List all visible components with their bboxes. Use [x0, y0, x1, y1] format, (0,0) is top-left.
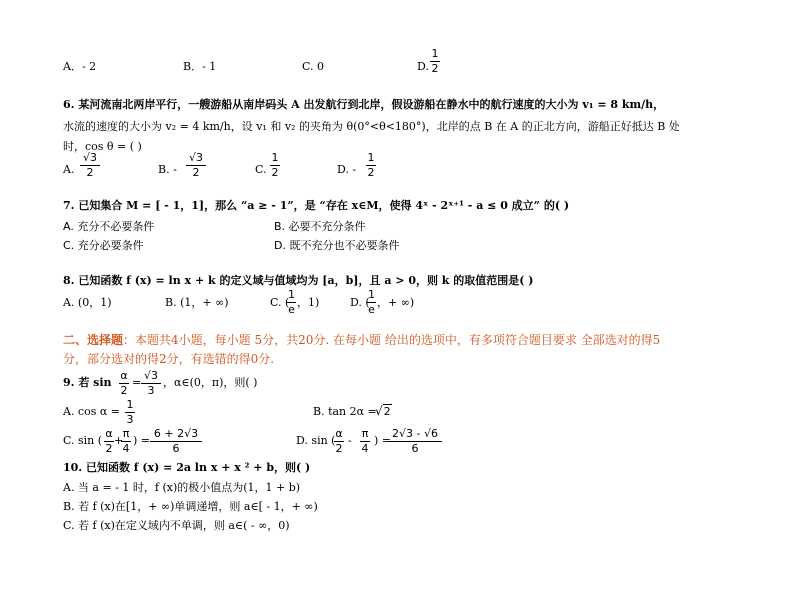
q9-stem-pre: 9. 若 sin	[63, 376, 112, 389]
q9-option-c-fraction-alpha: α 2	[105, 427, 113, 455]
section2-desc-line1: ：本题共4小题，每小题 5分，共20分. 在每小题 给出的选项中，有多项符合题目要求 全部选对的得5	[123, 333, 661, 347]
q6-option-a-label: A.	[63, 163, 75, 176]
section2-desc-line2: 分，部分选对的得2分，有选错的得0分.	[63, 352, 275, 366]
q9-option-d-fraction-pi: π 4	[361, 427, 369, 455]
q7-stem: 7. 已知集合 M = [ - 1，1]，那么 “a ≥ - 1”，是 “存在 x∈M，使得 4ˣ - 2ˣ⁺¹ - a ≤ 0 成立” 的( )	[63, 199, 570, 212]
q6-option-c-fraction: 1 2	[271, 151, 279, 179]
q9-option-b-radical: √2	[375, 404, 391, 418]
q9-option-d-fraction-value: 2√3 - √6 6	[388, 428, 442, 455]
q9-option-b-pre: B. tan 2α =	[313, 405, 377, 418]
q5-option-b: B．- 1	[183, 60, 217, 73]
q6-stem-line1: 6. 某河流南北两岸平行，一艘游船从南岸码头 A 出发航行到北岸，假设游船在静水中的航行速度的大小为 v₁ = 8 km/h，	[63, 98, 665, 111]
q8-option-d-post: ，+ ∞)	[377, 296, 415, 309]
q9-stem-fraction-alpha: α 2	[120, 369, 128, 397]
q5-option-d-fraction: 1 2	[431, 47, 439, 75]
q9-option-c-pre: C. sin (	[63, 434, 103, 447]
q7-option-b: B. 必要不充分条件	[274, 220, 366, 233]
q9-option-a-pre: A. cos α =	[63, 405, 121, 418]
q6-stem-line2: 水流的速度的大小为 v₂ = 4 km/h，设 v₁ 和 v₂ 的夹角为 θ(0°<θ<180°)，北岸的点 B 在 A 的正北方向，游船正好抵达 B 处	[63, 120, 680, 133]
q6-option-d-fraction: 1 2	[367, 151, 375, 179]
q9-stem-eq: =	[132, 376, 142, 389]
q9-option-c-post: ) =	[133, 434, 151, 447]
q8-option-c-fraction: 1 e	[288, 288, 295, 316]
q8-option-c-pre: C. (	[270, 296, 290, 309]
q10-stem: 10. 已知函数 f (x) = 2a ln x + x ² + b，则( )	[63, 461, 311, 474]
q9-stem-fraction-value: √3 3	[141, 370, 161, 397]
q7-option-c: C. 充分必要条件	[63, 239, 144, 252]
section2-title: 二、选择题	[63, 333, 124, 347]
q10-option-c: C. 若 f (x)在定义域内不单调，则 a∈( - ∞，0)	[63, 519, 290, 532]
q6-option-b-label: B. -	[158, 163, 177, 176]
q6-option-c-label: C.	[255, 163, 267, 176]
q6-option-d-label: D. -	[337, 163, 357, 176]
q9-option-d-post: ) =	[374, 434, 392, 447]
q8-option-a: A. (0，1)	[63, 296, 112, 309]
q7-option-d: D. 既不充分也不必要条件	[274, 239, 400, 252]
q6-option-a-fraction: √3 2	[80, 152, 100, 179]
q8-option-d-pre: D. (	[350, 296, 370, 309]
q6-option-b-fraction: √3 2	[186, 152, 206, 179]
q9-stem-post: ，α∈(0，π)，则( )	[163, 376, 258, 389]
section2-header	[63, 334, 660, 347]
q5-option-c: C. 0	[302, 60, 325, 73]
q7-option-a: A. 充分不必要条件	[63, 220, 155, 233]
q9-option-d-minus: -	[348, 434, 352, 447]
q9-option-d-fraction-alpha: α 2	[335, 427, 343, 455]
q8-stem: 8. 已知函数 f (x) = ln x + k 的定义域与值域均为 [a，b]，且 a > 0，则 k 的取值范围是( )	[63, 274, 534, 287]
q9-option-d-pre: D. sin (	[296, 434, 336, 447]
q8-option-c-post: ，1)	[297, 296, 320, 309]
q5-option-d-label: D.	[417, 60, 429, 73]
q8-option-b: B. (1，+ ∞)	[165, 296, 229, 309]
q9-option-a-fraction: 1 3	[126, 398, 134, 426]
q9-option-c-plus: +	[114, 434, 124, 447]
q10-option-b: B. 若 f (x)在[1，+ ∞)单调递增，则 a∈[ - 1，+ ∞)	[63, 500, 318, 513]
q9-option-c-fraction-value: 6 + 2√3 6	[150, 428, 202, 455]
q9-option-c-fraction-pi: π 4	[122, 427, 130, 455]
q5-option-a: A．- 2	[63, 60, 97, 73]
q8-option-d-fraction: 1 e	[368, 288, 375, 316]
q6-stem-line3: 时，cos θ = ( )	[63, 140, 142, 153]
q10-option-a: A. 当 a = - 1 时，f (x)的极小值点为(1，1 + b)	[63, 481, 301, 494]
